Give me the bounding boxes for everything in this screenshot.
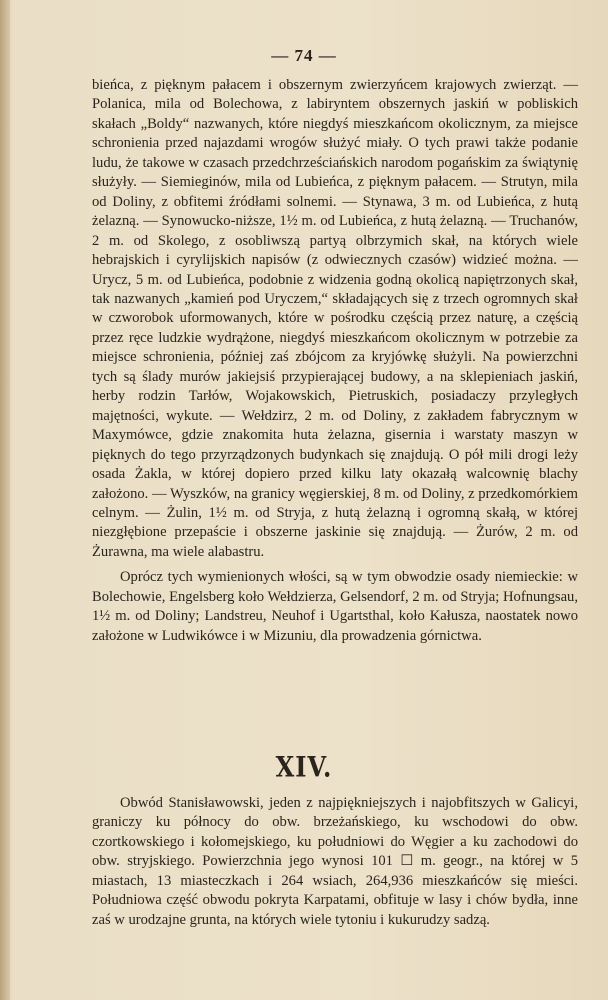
paragraph: Oprócz tych wymienionych włości, są w tym obwodzie osady niemieckie: w Bolechowie, Engelsberg koło Wełdzierza, Gelsendorf, 2 m. od Stryja; Hofnungsau, 1½ m. od Doliny; Landstreu, Neuhof i Ugartsthal, koło Kałusza, naostatek nowo założone w Ludwikówce i w Mizuniu, dla prowadzenia górnictwa. <box>92 569 578 644</box>
body-text-section-1 <box>92 76 578 646</box>
section-heading: XIV. <box>275 749 333 784</box>
paragraph: bieńca, z pięknym pałacem i obszernym zwierzyńcem krajowych zwierząt. — Polanica, mila od Bolechowa, z labiryntem obszernych jaskiń w pobliskich skałach „Boldy“ nazwanych, które niegdyś mieszkańcom okolicznym, za miejsce schronienia przed najazdami wrogów służyć miały. O tych prawi także podanie ludu, że takowe w czasach przedchrześciańskich narodom pogańskim za świątynię służyły. — Siemieginów, mila od Lubieńca, z pięknym pałacem. — Strutyn, mila od Doliny, z obfitemi źródłami solnemi. — Stynawa, 3 m. od Lubieńca, z hutą żelazną. — Synowucko-niższe, 1½ m. od Lubieńca, z hutą żelazną. — Truchanów, 2 m. od Skolego, z osobliwszą partyą olbrzymich skał, na których wiele hebrajskich i cyrylijskich napisów (z odwiecznych czasów) widzieć można. — Urycz, 5 m. od Lubieńca, podobnie z widzenia godną okolicą napiętrzonych skał, tak nazwanych „kamień pod Uryczem,“ składających się z trzech ogromnych skał w czworobok uformowanych, które w pośrodku częścią przez naturę, a częścią przez ręce ludzkie wydrążone, niegdyś mieszkańcom okolicznym w potrzebie za miejsce schronienia, później zaś zbójcom za kryjówkę służyli. Na powierzchni tych są ślady murów jakiejsiś przypierającej budowy, a na sklepieniach jaskiń, herby rodzin Tarłów, Wojakowskich, Pietruskich, posiadaczy przyległych majętności, wykute. — Wełdzirz, 2 m. od Doliny, z zakładem fabrycznym w Maxymówce, gdzie znakomita huta żelazna, giserniа i warstaty maszyn w pięknych do tego przyrządzonych budynkach się znajdują. O pół mili drogi leży osada Żakla, w której dopiero przed kilku laty okazałą walcownię blachy założono. — Wyszków, na granicy węgierskiej, 8 m. od Doliny, z przedkomórkiem celnym. — Żulin, 1½ m. od Stryja, z hutą żelazną i ogromną skałą, w której niezgłębione przepaście i obszerne jaskinie się znajdują. — Żurów, 2 m. od Żurawna, ma wiele alabastru. <box>92 77 578 560</box>
body-text-section-2 <box>92 794 578 930</box>
paragraph: Obwód Stanisławowski, jeden z najpiękniejszych i najobfitszych w Galicyi, graniczy ku północy do obw. brzeżańskiego, ku wschodowi do obw. czortkowskiego i kołomejskiego, ku południowi do Węgier a ku zachodowi do obw. stryjskiego. Powierzchnia jego wynosi 101 ☐ m. geogr., na której w 5 miastach, 13 miasteczkach i 264 wsiach, 264,936 mieszkańców się mieści. Południowa część obwodu pokryta Karpatami, obfituje w lasy i chów bydła, inne zaś w urodzajne grunta, na których wiele tytoniu i kukurudzy sadzą. <box>92 795 578 928</box>
page-gutter-shadow <box>0 0 10 1000</box>
page-number: — 74 — <box>271 46 337 65</box>
